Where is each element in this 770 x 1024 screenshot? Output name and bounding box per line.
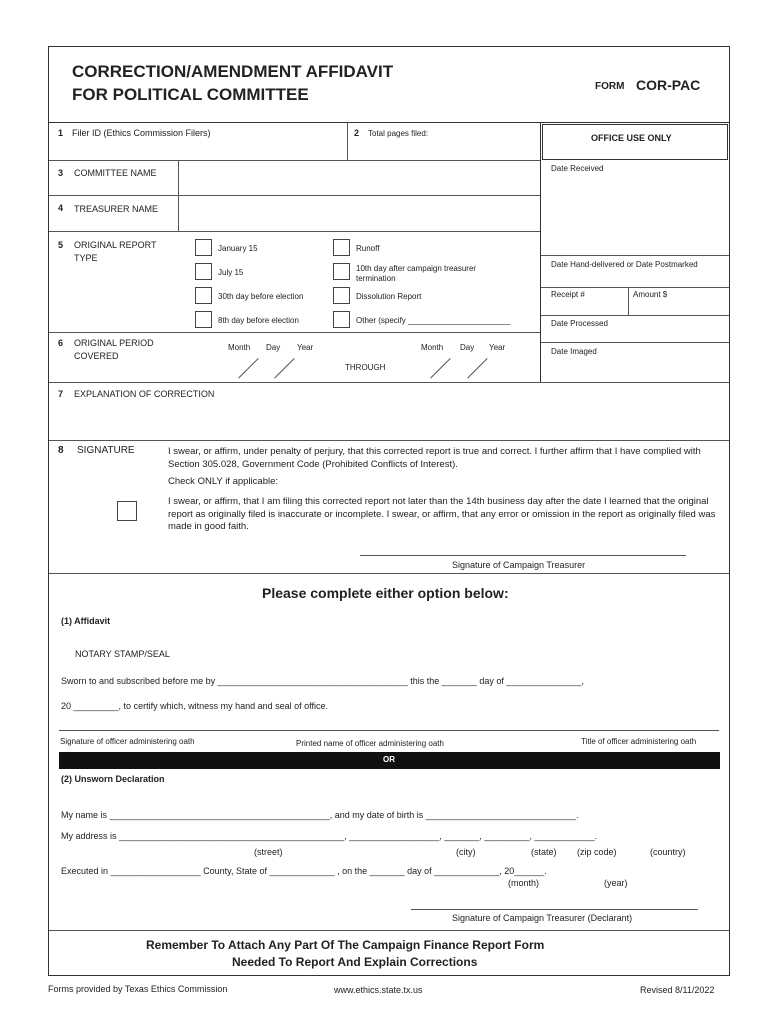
row-line-5 [49, 382, 729, 383]
city-caption: (city) [456, 847, 476, 857]
total-pages-label: Total pages filed: [368, 129, 429, 138]
executed-line: Executed in __________________ County, State of _____________ , on the _______ day of _____________, 20______. [61, 866, 547, 876]
officer-printed-name-caption: Printed name of officer administering oath [296, 739, 444, 748]
row-line-4 [49, 332, 540, 333]
or-label: OR [383, 755, 395, 764]
remember-line-1: Remember To Attach Any Part Of The Campaign Finance Report Form [146, 938, 545, 952]
period-from-day: Day [266, 343, 281, 352]
street-caption: (street) [254, 847, 283, 857]
field-number-7: 7 [58, 389, 64, 399]
option-july-15: July 15 [218, 268, 244, 277]
amount-label: Amount $ [633, 290, 668, 299]
declarant-signature-caption: Signature of Campaign Treasurer (Declarant) [452, 913, 633, 923]
period-label-1: ORIGINAL PERIOD [74, 338, 154, 348]
through-label: THROUGH [345, 363, 386, 372]
option-8th-day: 8th day before election [218, 316, 299, 325]
officer-signature-caption: Signature of officer administering oath [60, 737, 195, 746]
late-oath-text: I swear, or affirm, that I am filing this corrected report not later than the 14th business day after the date I learned that the original report as originally filed is inaccurate or incomplete. I swear, or affirm, that any error or omission in the report as originally filed was made in good faith. [168, 496, 716, 532]
office-vline [628, 287, 629, 315]
month-caption: (month) [508, 878, 540, 888]
certify-line: 20 _________, to certify which, witness my hand and seal of office. [61, 701, 328, 711]
field-number-8: 8 [58, 445, 64, 456]
treasurer-name-label: TREASURER NAME [74, 204, 159, 214]
officer-title-caption: Title of officer administering oath [581, 737, 697, 746]
period-to-day: Day [460, 343, 475, 352]
checkbox-30th-day[interactable] [195, 287, 212, 304]
checkbox-8th-day[interactable] [195, 311, 212, 328]
period-to-month: Month [421, 343, 444, 352]
office-line [541, 315, 729, 316]
option-runoff: Runoff [356, 244, 380, 253]
section-divider [49, 573, 729, 574]
field-number-2: 2 [354, 128, 360, 138]
report-type-label-1: ORIGINAL REPORT [74, 240, 157, 250]
row-line-2 [49, 195, 540, 196]
date-received-label: Date Received [551, 164, 604, 173]
field-number-3: 3 [58, 168, 64, 178]
field-number-1: 1 [58, 128, 64, 138]
period-from-month: Month [228, 343, 251, 352]
date-processed-label: Date Processed [551, 319, 608, 328]
field-number-5: 5 [58, 240, 64, 250]
row-line-6 [49, 440, 729, 441]
date-hand-delivered-label: Date Hand-delivered or Date Postmarked [551, 260, 698, 269]
footer-revised: Revised 8/11/2022 [640, 985, 715, 995]
field-number-6: 6 [58, 338, 64, 348]
period-to-year: Year [489, 343, 506, 352]
signature-label: SIGNATURE [77, 445, 135, 456]
date-imaged-label: Date Imaged [551, 347, 597, 356]
row-line-1 [49, 160, 540, 161]
form-label: FORM [595, 81, 625, 92]
checkbox-july-15[interactable] [195, 263, 212, 280]
footer-divider [49, 930, 729, 931]
office-line [541, 342, 729, 343]
option-10th-day-1: 10th day after campaign treasurer [356, 264, 477, 273]
filer-id-label: Filer ID (Ethics Commission Filers) [72, 128, 211, 138]
receipt-label: Receipt # [551, 290, 585, 299]
checkbox-other[interactable] [333, 311, 350, 328]
unsworn-title: (2) Unsworn Declaration [61, 774, 165, 784]
footer-website[interactable]: www.ethics.state.tx.us [334, 985, 423, 995]
checkbox-january-15[interactable] [195, 239, 212, 256]
office-line [541, 287, 729, 288]
f1-f2-divider [347, 122, 348, 160]
checkbox-runoff[interactable] [333, 239, 350, 256]
declarant-signature-line[interactable] [411, 909, 698, 910]
period-label-2: COVERED [74, 351, 119, 361]
row-line-3 [49, 231, 540, 232]
year-caption: (year) [604, 878, 628, 888]
treasurer-signature-caption: Signature of Campaign Treasurer [452, 560, 586, 570]
checkbox-dissolution[interactable] [333, 287, 350, 304]
name-line: My name is ____________________________________________, and my date of birth is ______________________________. [61, 810, 579, 820]
office-use-box [540, 122, 729, 382]
oath-text: I swear, or affirm, under penalty of perjury, that this corrected report is true and correct. I further affirm that I have complied with Section 305.028, Government Code (Prohibited Conflicts of Interest). [168, 446, 701, 470]
option-january-15: January 15 [218, 244, 258, 253]
option-dissolution: Dissolution Report [356, 292, 422, 301]
field-number-4: 4 [58, 203, 64, 213]
country-caption: (country) [650, 847, 686, 857]
check-only-text: Check ONLY if applicable: [168, 476, 279, 487]
state-caption: (state) [531, 847, 557, 857]
committee-name-label: COMMITTEE NAME [74, 168, 157, 178]
report-type-label-2: TYPE [74, 253, 98, 263]
zip-caption: (zip code) [577, 847, 617, 857]
option-10th-day-2: termination [356, 274, 396, 283]
form-title-line1: CORRECTION/AMENDMENT AFFIDAVIT [72, 62, 394, 81]
notary-stamp-label: NOTARY STAMP/SEAL [75, 649, 170, 659]
options-heading: Please complete either option below: [262, 585, 509, 601]
officer-signature-line[interactable] [59, 730, 719, 731]
office-use-title: OFFICE USE ONLY [591, 133, 672, 143]
office-line [541, 255, 729, 256]
checkbox-10th-day[interactable] [333, 263, 350, 280]
footer-provided: Forms provided by Texas Ethics Commission [48, 984, 228, 994]
option-30th-day: 30th day before election [218, 292, 304, 301]
explanation-label: EXPLANATION OF CORRECTION [74, 389, 215, 399]
treasurer-signature-line[interactable] [360, 555, 686, 556]
sworn-line: Sworn to and subscribed before me by ______________________________________ this the _______ day of _______________, [61, 676, 584, 686]
late-filing-checkbox[interactable] [117, 501, 137, 521]
form-code: COR-PAC [636, 77, 701, 93]
label-divider [178, 160, 179, 231]
affidavit-title: (1) Affidavit [61, 616, 111, 626]
period-from-year: Year [297, 343, 314, 352]
remember-line-2: Needed To Report And Explain Corrections [232, 955, 478, 969]
address-line: My address is _____________________________________________, __________________, _______, _________, ____________. [61, 831, 598, 841]
form-title-line2: FOR POLITICAL COMMITTEE [72, 85, 309, 104]
option-other: Other (specify _______________________ [356, 316, 511, 325]
